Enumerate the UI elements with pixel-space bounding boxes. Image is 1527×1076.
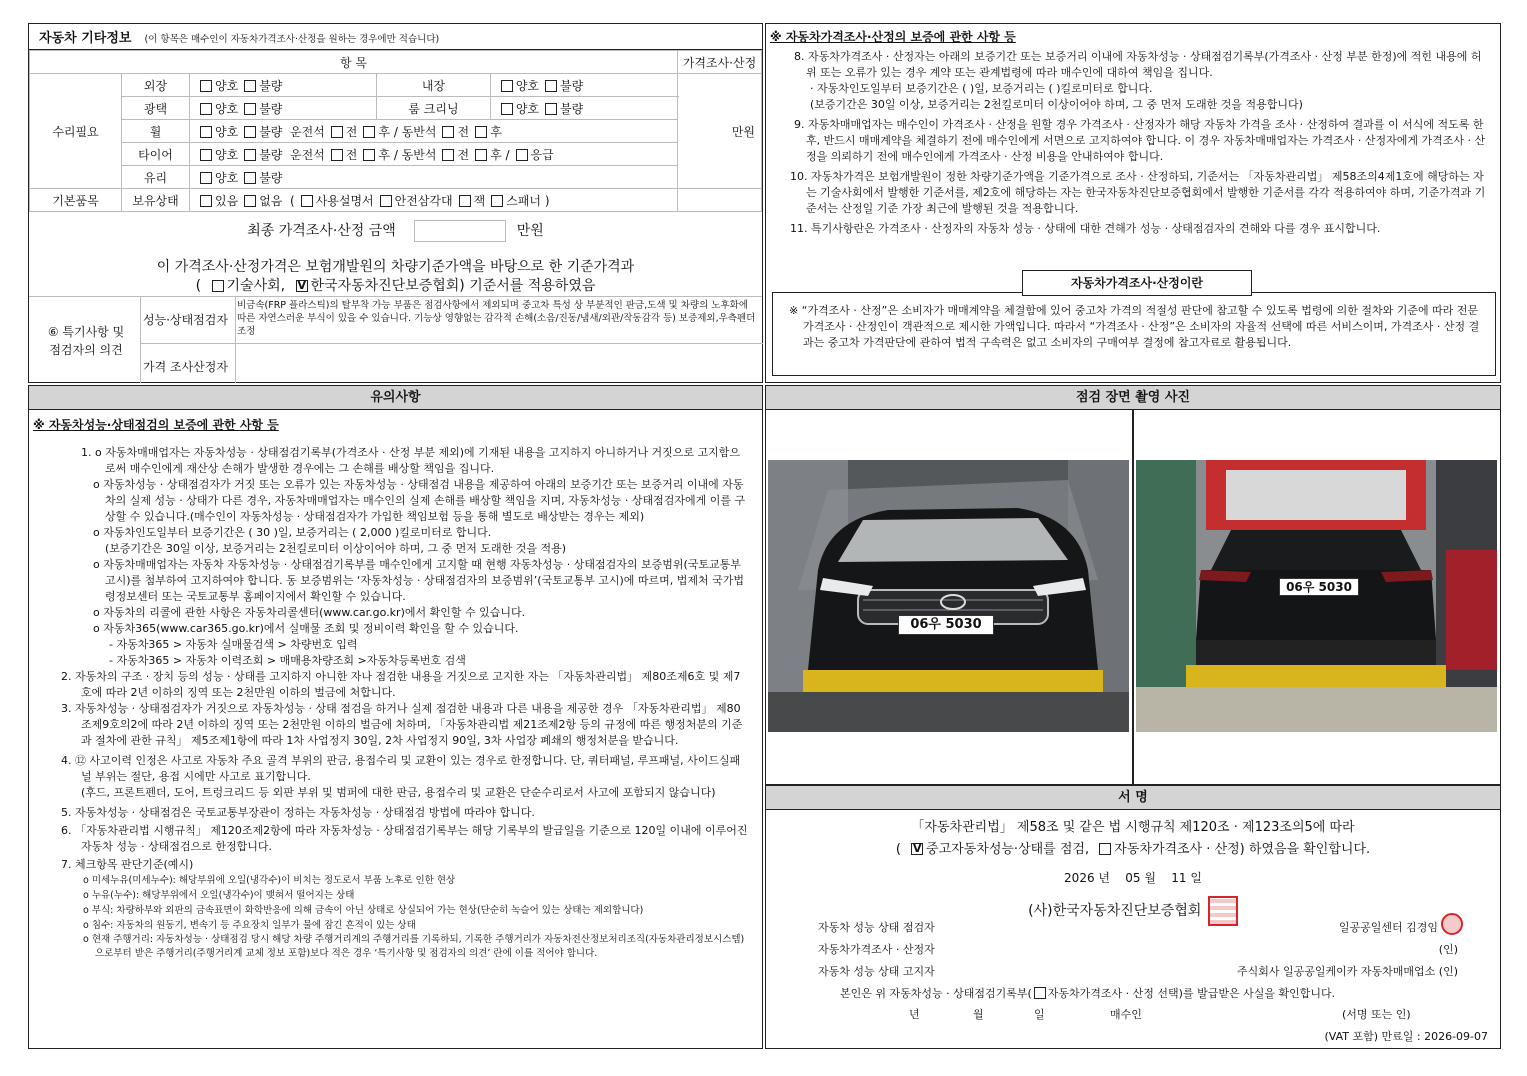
- etc-header: [29, 24, 762, 50]
- interior-options: 양호 불량: [490, 74, 677, 97]
- wheel-options: 양호 불량 운전석 전 후 / 동반석 전 후: [190, 120, 678, 143]
- notice-1c: ο 자동차인도일부터 보증기간은 ( 30 )일, 보증거리는 ( 2,000 )킬로미터로 합니다.: [93, 526, 492, 539]
- sign-line1: 「자동차관리법」 제58조 및 같은 법 시행규칙 제120조 · 제123조의5에 따라: [911, 820, 1355, 835]
- photo-title: 점검 장면 촬영 사진: [766, 386, 1500, 410]
- guarantee-section: [765, 23, 1501, 383]
- etc-title: 자동차 기타정보: [39, 31, 132, 46]
- final-price-label: 최종 가격조사·산정 금액: [247, 223, 396, 239]
- checkbox[interactable]: [244, 195, 256, 207]
- checkbox[interactable]: [244, 103, 256, 115]
- checkbox[interactable]: [363, 149, 375, 161]
- etc-info-section: [28, 23, 763, 383]
- guarantee-item-8: 8. 자동차가격조사 · 산정자는 아래의 보증기간 또는 보증거리 이내에 자동차성능 · 상태점검기록부(가격조사 · 산정 부분 한정)에 적힌 내용에 허위 또는 오류가 있는 경우 계약 또는 관계법령에 따라 매수인에 대하여 책임을 집니다.: [794, 50, 1482, 79]
- sign-date: 2026 년 05 월 11 일: [1064, 871, 1202, 885]
- checkbox[interactable]: [442, 126, 454, 138]
- etc-note: (이 항목은 매수인이 자동차가격조사·산정을 원하는 경우에만 적습니다): [144, 34, 440, 45]
- label-glass: 유리: [122, 166, 190, 189]
- notice-7c: ο 부식: 차량하부와 외판의 금속표면이 화학반응에 의해 금속이 아닌 상태로 상실되어 가는 현상(단순히 녹슬어 있는 상태는 제외합니다): [83, 905, 644, 916]
- front-car-photo: [768, 460, 1129, 732]
- checkbox[interactable]: [200, 126, 212, 138]
- definition-box: [772, 292, 1496, 376]
- notice-7: 7. 체크항목 판단기준(예시): [61, 858, 194, 871]
- checkbox[interactable]: [491, 195, 503, 207]
- notice-1c2: (보증기간은 30일 이상, 보증거리는 2천킬로미터 이상이어야 하며, 그 중 먼저 도래한 것을 적용): [105, 542, 567, 555]
- glass-options: 양호 불량: [190, 166, 678, 189]
- sign-row-inspector: 자동차 성능 상태 점검자 일공공일센터 김경임: [818, 921, 1438, 934]
- notice-2: 2. 자동차의 구조 · 장치 등의 성능 · 상태를 고지하지 아니한 자나 점검한 내용을 거짓으로 고지한 자는 「자동차관리법」 제80조제6호 및 제7호에 따라 2년 이하의 징역 또는 2천만원 이하의 벌금에 처합니다.: [61, 670, 741, 699]
- col-price: 가격조사·산정: [678, 51, 762, 74]
- basic-own: 보유상태: [122, 189, 190, 212]
- notice-1g: - 자동차365 > 자동차 실매물검색 > 차량번호 입력: [109, 638, 358, 651]
- sign-confirm: 본인은 위 자동차성능 · 상태점검기록부( 자동차가격조사 · 산정 선택)를 발급받은 사실을 확인합니다.: [840, 987, 1336, 1000]
- checkbox-checked[interactable]: [296, 280, 308, 292]
- final-price-unit: 만원: [516, 223, 544, 239]
- basis-line2: ( 기술사회, V 한국자동차진단보증협회) 기준서를 적용하였음: [29, 275, 762, 295]
- gloss-options: 양호 불량: [190, 97, 377, 120]
- guarantee-title: ※ 자동차가격조사·산정의 보증에 관한 사항 등: [770, 30, 1016, 44]
- sign-org: (사)한국자동차진단보증협회: [766, 896, 1500, 926]
- label-gloss: 광택: [122, 97, 190, 120]
- checkbox[interactable]: [200, 172, 212, 184]
- definition-text: ※ “가격조사 · 산정”은 소비자가 매매계약을 체결함에 있어 중고차 가격의 적절성 판단에 참고할 수 있도록 법령에 의한 절차와 기준에 따라 전문 가격조사 · 산정인이 객관적으로 제시한 가액입니다. 따라서 “가격조사 · 산정”은 소비자의 자율적 선택에 따른 서비스이며, 가격조사 · 산정 결과는 중고차 가격판단에 관하여 법적 구속력은 없고 소비자의 구매여부 결정에 참고자료로 활용됩니다.: [789, 304, 1480, 349]
- checkbox[interactable]: [501, 103, 513, 115]
- guarantee-item-11: 11. 특기사항란은 가격조사 · 산정자의 자동차 성능 · 상태에 대한 견해가 성능 · 상태점검자의 견해와 다를 경우 표시합니다.: [790, 222, 1381, 235]
- notice-3: 3. 자동차성능 · 상태점검자가 거짓으로 자동차성능 · 상태 점검을 하거나 실제 점검한 내용과 다른 내용을 제공한 경우 「자동차관리법」 제80조제9호의2에 따라 2년 이하의 징역 또는 2천만원 이하의 벌금에 처하며, 「자동차관리법 제21조제2항 등의 규정에 따른 행정처분의 기준과 절차에 관한 규칙」 제5조제1항에 따라 1차 사업정지 30일, 2차 사업정지 90일, 3차 사업장 폐쇄의 행정처분을 받습니다.: [61, 702, 743, 747]
- sign-footer: (VAT 포함) 만료일 : 2026-09-07: [1324, 1030, 1488, 1043]
- tire-options: 양호 불량 운전석 전 후 / 동반석 전 후 / 응급: [190, 143, 678, 166]
- checkbox-checked[interactable]: [911, 843, 923, 855]
- label-tire: 타이어: [122, 143, 190, 166]
- notice-4: 4. ⑫ 사고이력 인정은 사고로 자동차 주요 골격 부위의 판금, 용접수리 및 교환이 있는 경우로 한정합니다. 단, 쿼터패널, 루프패널, 사이드실패널 부위는 절단, 용접 시에만 사고로 표기합니다.: [61, 754, 741, 783]
- notifier-label: 자동차 성능 상태 고지자: [818, 965, 935, 978]
- front-car-svg: [768, 460, 1129, 732]
- notice-7b: ο 누유(누수): 해당부위에서 오일(냉각수)이 맺혀서 떨어지는 상태: [83, 890, 355, 901]
- checkbox[interactable]: [200, 103, 212, 115]
- checkbox[interactable]: [516, 149, 528, 161]
- notice-7e: ο 현재 주행거리: 자동차성능 · 상태점검 당시 해당 차량 주행거리계의 주행거리를 기록하되, 기록한 주행거리가 자동차전산정보처리조직(자동차관리정보시스템)으로부터 받은 주행거리(주행거리계 교체 정보 포함)보다 적은 경우 ‘특기사항 및 점검자의 의견’ 란에 이를 적어야 합니다.: [83, 934, 745, 959]
- basic-options: 있음 없음 ( 사용설명서 안전삼각대 잭 스패너 ): [190, 189, 678, 212]
- label-room-cleaning: 룸 크리닝: [377, 97, 491, 120]
- photo-section: [765, 385, 1501, 785]
- etc-table: [29, 50, 762, 212]
- notice-7d: ο 침수: 자동차의 원동기, 변속기 등 주요장치 일부가 물에 잠긴 흔적이 있는 상태: [83, 920, 416, 931]
- notice-subtitle: ※ 자동차성능·상태점검의 보증에 관한 사항 등: [33, 418, 279, 432]
- notice-1e: ο 자동차의 리콜에 관한 사항은 자동차리콜센터(www.car.go.kr)에서 확인할 수 있습니다.: [93, 606, 526, 619]
- checkbox[interactable]: [244, 149, 256, 161]
- col-item: 항 목: [30, 51, 678, 74]
- appraiser-label: 가격 조사산정자: [143, 360, 228, 374]
- checkbox[interactable]: [442, 149, 454, 161]
- guarantee-item-8c: (보증기간은 30일 이상, 보증거리는 2천킬로미터 이상이어야 하며, 그 중 먼저 도래한 것을 적용합니다): [810, 98, 1303, 111]
- notice-section: [28, 385, 763, 1049]
- checkbox[interactable]: [459, 195, 471, 207]
- checkbox[interactable]: [545, 80, 557, 92]
- rear-car-photo: [1136, 460, 1497, 732]
- checkbox[interactable]: [363, 126, 375, 138]
- guarantee-item-9: 9. 자동차매매업자는 매수인이 가격조사 · 산정을 원할 경우 가격조사 · 산정자가 해당 자동차 가격을 조사 · 산정하여 결과를 이 서식에 적도록 한 후, 반드시 매매계약을 체결하기 전에 매수인에게 서면으로 고지하여야 합니다. 이 경우 자동차매매업자는 가격조사 · 산정자에게 가격조사 · 산정을 의뢰하기 전에 매수인에게 가격조사 · 산정 비용을 안내하여야 합니다.: [794, 118, 1486, 163]
- notice-1b: ο 자동차성능 · 상태점검자가 거짓 또는 오류가 있는 자동차성능 · 상태점검 내용을 제공하여 아래의 보증기간 또는 보증거리 이내에 자동차의 실제 성능 · 상태가 다른 경우, 자동차매매업자는 매수인의 실제 손해를 배상할 책임을 지며, 자동차성능 · 상태점검자에게 이를 구상할 수 있습니다.(매수인이 자동차성능 · 상태점검자가 가입한 책임보험 등을 통해 별도로 배상받는 경우는 제외): [93, 478, 746, 523]
- label-interior: 내장: [377, 74, 491, 97]
- checkbox[interactable]: [475, 149, 487, 161]
- checkbox[interactable]: [244, 80, 256, 92]
- checkbox[interactable]: [545, 103, 557, 115]
- inspector-seal-icon: [1441, 913, 1463, 935]
- basic-label: 기본품목: [30, 189, 122, 212]
- notice-1f: ο 자동차365(www.car365.go.kr)에서 실매물 조회 및 정비이력 확인을 할 수 있습니다.: [93, 622, 519, 635]
- front-plate: 06우 5030: [898, 615, 994, 635]
- sign-section: 서 명 「자동차관리법」 제58조 및 같은 법 시행규칙 제120조 · 제123조의5에 따라 ( V중고자동차성능·상태를 점검, 자동차가격조사 · 산정) 하였음을 확인합니다. 2026 년 05 월 11 일 (사)한국자동차진단보증협회 자동차 성능 상태 점검자 일공공일센터 김경임 자동차가격조사 · 산정자 (인) 자동차 성능 상태 고지자 주식회사 일공공일케이카 자동차매매업소 (인) 본인은 위 자동차성능 · 상태점검기록부( 자동차가격조사 · 산정 선택)를 발급받은 사실을 확인합니다. 년 월 일 매수인 (서명 또는 인) (VAT 포함) 만료일 : 2026-09-07: [765, 785, 1501, 1049]
- definition-title: 자동차가격조사·산정이란: [1022, 270, 1252, 296]
- special-section: [29, 296, 762, 382]
- inspector-label: 성능·상태점검자: [143, 313, 228, 327]
- inspector-opinion: 비금속(FRP 플라스틱)의 탈부착 가능 부품은 점검사항에서 제외되며 중고차 특성 상 부분적인 판금,도색 및 차량의 노후화에 따른 자연스러운 부식이 있을 수 있습니다. 기능상 영향없는 감각적 손해(소음/진동/냄새/외관/작동감각 등) 보증제외,우측펜더조정: [237, 300, 756, 337]
- price-unit: 만원: [678, 74, 762, 189]
- room-cleaning-options: 양호 불량: [490, 97, 677, 120]
- checkbox[interactable]: [1099, 843, 1111, 855]
- appraiser-sign-label: 자동차가격조사 · 산정자: [818, 943, 935, 956]
- notice-7a: ο 미세누유(미세누수): 해당부위에 오일(냉각수)이 비치는 정도로서 부품 노후로 인한 현상: [83, 875, 456, 886]
- notice-4b: (후드, 프론트펜더, 도어, 트렁크리드 등 외판 부위 및 범퍼에 대한 판금, 용접수리 및 교환은 단순수리로서 사고에 포함되지 않습니다): [81, 786, 716, 799]
- label-wheel: 휠: [122, 120, 190, 143]
- appraiser-sign-value: (인): [1438, 943, 1458, 956]
- guarantee-item-8b: · 자동차인도일부터 보증기간은 ( )일, 보증거리는 ( )킬로미터로 합니다.: [810, 82, 1153, 95]
- special-label: ⑥ 특기사항 및 점검자의 의견: [47, 325, 125, 357]
- notice-title: 유의사항: [29, 386, 762, 410]
- final-price-input[interactable]: [414, 220, 506, 242]
- checkbox[interactable]: [212, 280, 224, 292]
- checkbox[interactable]: [244, 126, 256, 138]
- checkbox[interactable]: [301, 195, 313, 207]
- sign-title: 서 명: [766, 786, 1500, 810]
- notice-5: 5. 자동차성능 · 상태점검은 국토교통부장관이 정하는 자동차성능 · 상태점검 방법에 따라야 합니다.: [61, 806, 535, 819]
- notifier-value: 주식회사 일공공일케이카 자동차매매업소 (인): [1237, 965, 1458, 978]
- notice-1h: - 자동차365 > 자동차 이력조회 > 매매용차량조회 >자동차등록번호 검색: [109, 654, 466, 667]
- final-price-row: [29, 220, 762, 242]
- sign-row-notifier: [818, 963, 1458, 979]
- notice-body: [29, 410, 762, 961]
- checkbox[interactable]: [501, 80, 513, 92]
- rear-plate: 06우 5030: [1279, 578, 1359, 596]
- basis-line1: 이 가격조사·산정가격은 보험개발원의 차량기준가액을 바탕으로 한 기준가격과: [156, 259, 635, 275]
- checkbox[interactable]: [200, 149, 212, 161]
- exterior-options: 양호 불량: [190, 74, 377, 97]
- sign-row-appraiser: [818, 941, 1458, 957]
- repair-label: 수리필요: [30, 74, 122, 189]
- checkbox[interactable]: [331, 126, 343, 138]
- buyer-sign-field[interactable]: (서명 또는 인): [1342, 1008, 1411, 1021]
- checkbox[interactable]: [1034, 987, 1046, 999]
- notice-1a: 1. ο 자동차매매업자는 자동차성능 · 상태점검기록부(가격조사 · 산정 부분 제외)에 기재된 내용을 고지하지 아니하거나 거짓으로 고지함으로써 매수인에게 재산상 손해가 발생한 경우에는 그 손해를 배상할 책임을 집니다.: [81, 446, 741, 475]
- checkbox[interactable]: [331, 149, 343, 161]
- notice-6: 6. 「자동차관리법 시행규칙」 제120조제2항에 따라 자동차성능 · 상태점검기록부는 해당 기록부의 발급일을 기준으로 120일 이내에 이루어진 자동차 성능 · 상태점검으로 한정합니다.: [61, 824, 748, 853]
- rear-car-svg: [1136, 460, 1497, 732]
- notice-1d: ο 자동차매매업자는 자동차 자동차성능 · 상태점검기록부를 매수인에게 고지할 때 현행 자동차성능 · 상태점검자의 보증범위(국토교통부 고시)를 첨부하여 고지하여야 합니다. 동 보증범위는 ‘자동차성능 · 상태점검자의 보증범위’(국토교통부 고시)에 따르며, 법제처 국가법령정보센터 또는 국토교통부 홈페이지에서 확인할 수 있습니다.: [93, 558, 744, 603]
- label-exterior: 외장: [122, 74, 190, 97]
- guarantee-item-10: 10. 자동차가격은 보험개발원이 정한 차량기준가액을 기준가격으로 조사 · 산정하되, 기준서는 「자동차관리법」 제58조의4제1호에 해당하는 자는 기술사회에서 발행한 기준서를, 제2호에 해당하는 자는 한국자동차진단보증협회에서 발행한 기준서를 각각 적용하여야 하며, 기준가격과 기준서는 산정일 기준 가장 최근에 발행된 것을 적용합니다.: [790, 170, 1486, 215]
- sign-line2: ( V중고자동차성능·상태를 점검, 자동차가격조사 · 산정) 하였음을 확인합니다.: [766, 838, 1500, 857]
- checkbox[interactable]: [244, 172, 256, 184]
- checkbox[interactable]: [200, 80, 212, 92]
- checkbox[interactable]: [200, 195, 212, 207]
- checkbox[interactable]: [475, 126, 487, 138]
- checkbox[interactable]: [380, 195, 392, 207]
